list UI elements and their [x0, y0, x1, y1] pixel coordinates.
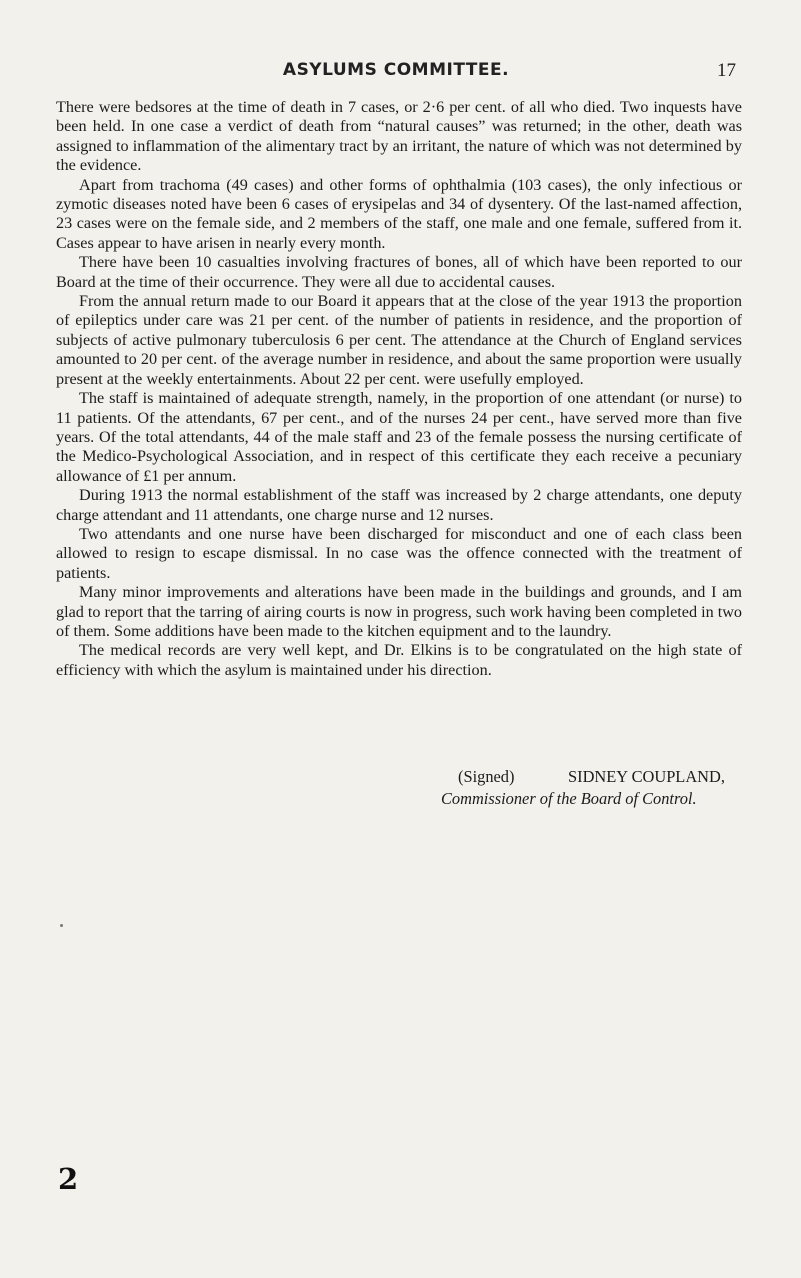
signature-line	[56, 766, 742, 788]
paragraph-casualties: There have been 10 casualties involving fractures of bones, all of which have been reported to our Board at the time of their occurrence. They were all due to accidental causes.	[56, 253, 742, 291]
report-body	[56, 98, 742, 680]
signed-label: (Signed)	[458, 767, 515, 786]
paragraph-discharges: Two attendants and one nurse have been discharged for misconduct and one of each class been allowed to resign to escape dismissal. In no case was the offence connected with the treatment of patients.	[56, 524, 742, 582]
print-speck	[60, 924, 63, 927]
signatory-name: SIDNEY COUPLAND,	[568, 767, 725, 786]
page-header	[56, 60, 736, 84]
printer-signature-mark: 2	[58, 1162, 79, 1196]
signatory-title: Commissioner of the Board of Control.	[441, 789, 697, 808]
paragraph-medical-records: The medical records are very well kept, and Dr. Elkins is to be congratulated on the high state of efficiency with which the asylum is maintained under his direction.	[56, 641, 742, 679]
paragraph-bedsores: There were bedsores at the time of death in 7 cases, or 2·6 per cent. of all who died. Two inquests have been held. In one case a verdict of death from “natural causes” was returned; in the other, death was assigned to inflammation of the alimentary tract by an irritant, the nature of which was not determined by the evidence.	[56, 98, 742, 175]
paragraph-establishment: During 1913 the normal establishment of the staff was increased by 2 charge attendants, one deputy charge attendant and 11 attendants, one charge nurse and 12 nurses.	[56, 486, 742, 524]
running-title: ASYLUMS COMMITTEE.	[282, 60, 510, 80]
paragraph-annual-return: From the annual return made to our Board it appears that at the close of the year 1913 the proportion of epileptics under care was 21 per cent. of the number of patients in residence, and the proportion of subjects of active pulmonary tuberculosis 6 per cent. The attendance at the Church of England services amounted to 20 per cent. of the average number in residence, and about the same proportion were usually present at the weekly entertainments. About 22 per cent. were usefully employed.	[56, 292, 742, 388]
paragraph-improvements: Many minor improvements and alterations have been made in the buildings and grounds, and I am glad to report that the tarring of airing courts is now in progress, such work having been completed in two of them. Some additions have been made to the kitchen equipment and to the laundry.	[56, 583, 743, 640]
paragraph-staff-strength: The staff is maintained of adequate strength, namely, in the proportion of one attendant (or nurse) to 11 patients. Of the attendants, 67 per cent., and of the nurses 24 per cent., have served more than five years. Of the total attendants, 44 of the male staff and 23 of the female possess the nursing certificate of the Medico-Psychological Association, and in respect of this certificate they each receive a pecuniary allowance of £1 per annum.	[56, 389, 742, 485]
page-number: 17	[717, 60, 736, 81]
paragraph-infectious-diseases: Apart from trachoma (49 cases) and other forms of ophthalmia (103 cases), the only infectious or zymotic diseases noted have been 6 cases of erysipelas and 34 of dysentery. Of the last-named affection, 23 cases were on the female side, and 2 members of the staff, one male and one female, suffered from it. Cases appear to have arisen in nearly every month.	[56, 175, 742, 252]
signature-block	[56, 766, 742, 810]
